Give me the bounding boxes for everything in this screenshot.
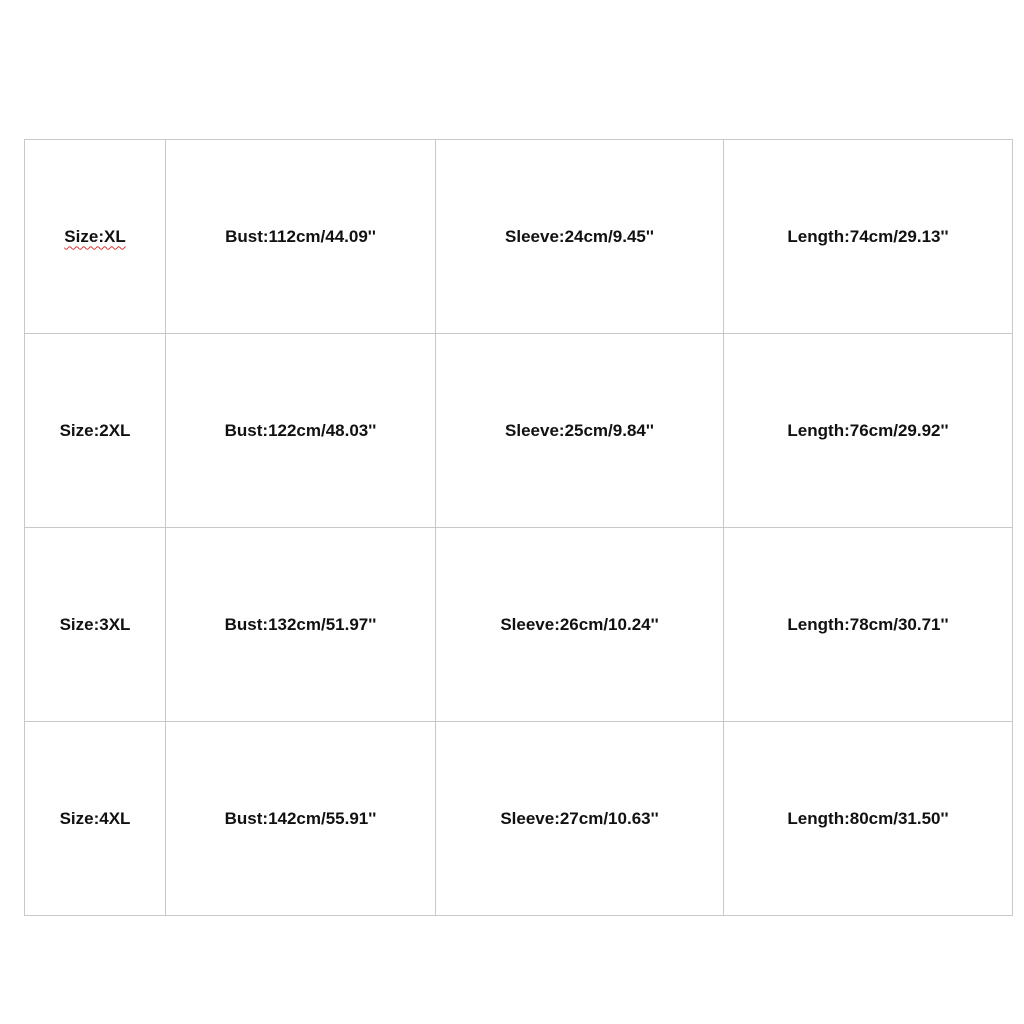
size-cell: Size:3XL	[25, 528, 166, 722]
size-chart-table	[24, 139, 1013, 916]
size-cell: Size:2XL	[25, 334, 166, 528]
length-cell: Length:74cm/29.13''	[724, 140, 1013, 334]
sleeve-cell: Sleeve:27cm/10.63''	[436, 722, 724, 916]
sleeve-cell: Sleeve:25cm/9.84''	[436, 334, 724, 528]
sleeve-cell: Sleeve:24cm/9.45''	[436, 140, 724, 334]
size-cell: Size:4XL	[25, 722, 166, 916]
length-cell: Length:80cm/31.50''	[724, 722, 1013, 916]
bust-cell: Bust:122cm/48.03''	[166, 334, 436, 528]
bust-cell: Bust:142cm/55.91''	[166, 722, 436, 916]
size-cell	[25, 140, 166, 334]
bust-cell: Bust:112cm/44.09''	[166, 140, 436, 334]
table-row	[25, 334, 1013, 528]
sleeve-cell: Sleeve:26cm/10.24''	[436, 528, 724, 722]
size-label: Size:XL	[64, 226, 126, 246]
length-cell: Length:76cm/29.92''	[724, 334, 1013, 528]
table-row	[25, 722, 1013, 916]
table-row	[25, 528, 1013, 722]
length-cell: Length:78cm/30.71''	[724, 528, 1013, 722]
table-row	[25, 140, 1013, 334]
bust-cell: Bust:132cm/51.97''	[166, 528, 436, 722]
